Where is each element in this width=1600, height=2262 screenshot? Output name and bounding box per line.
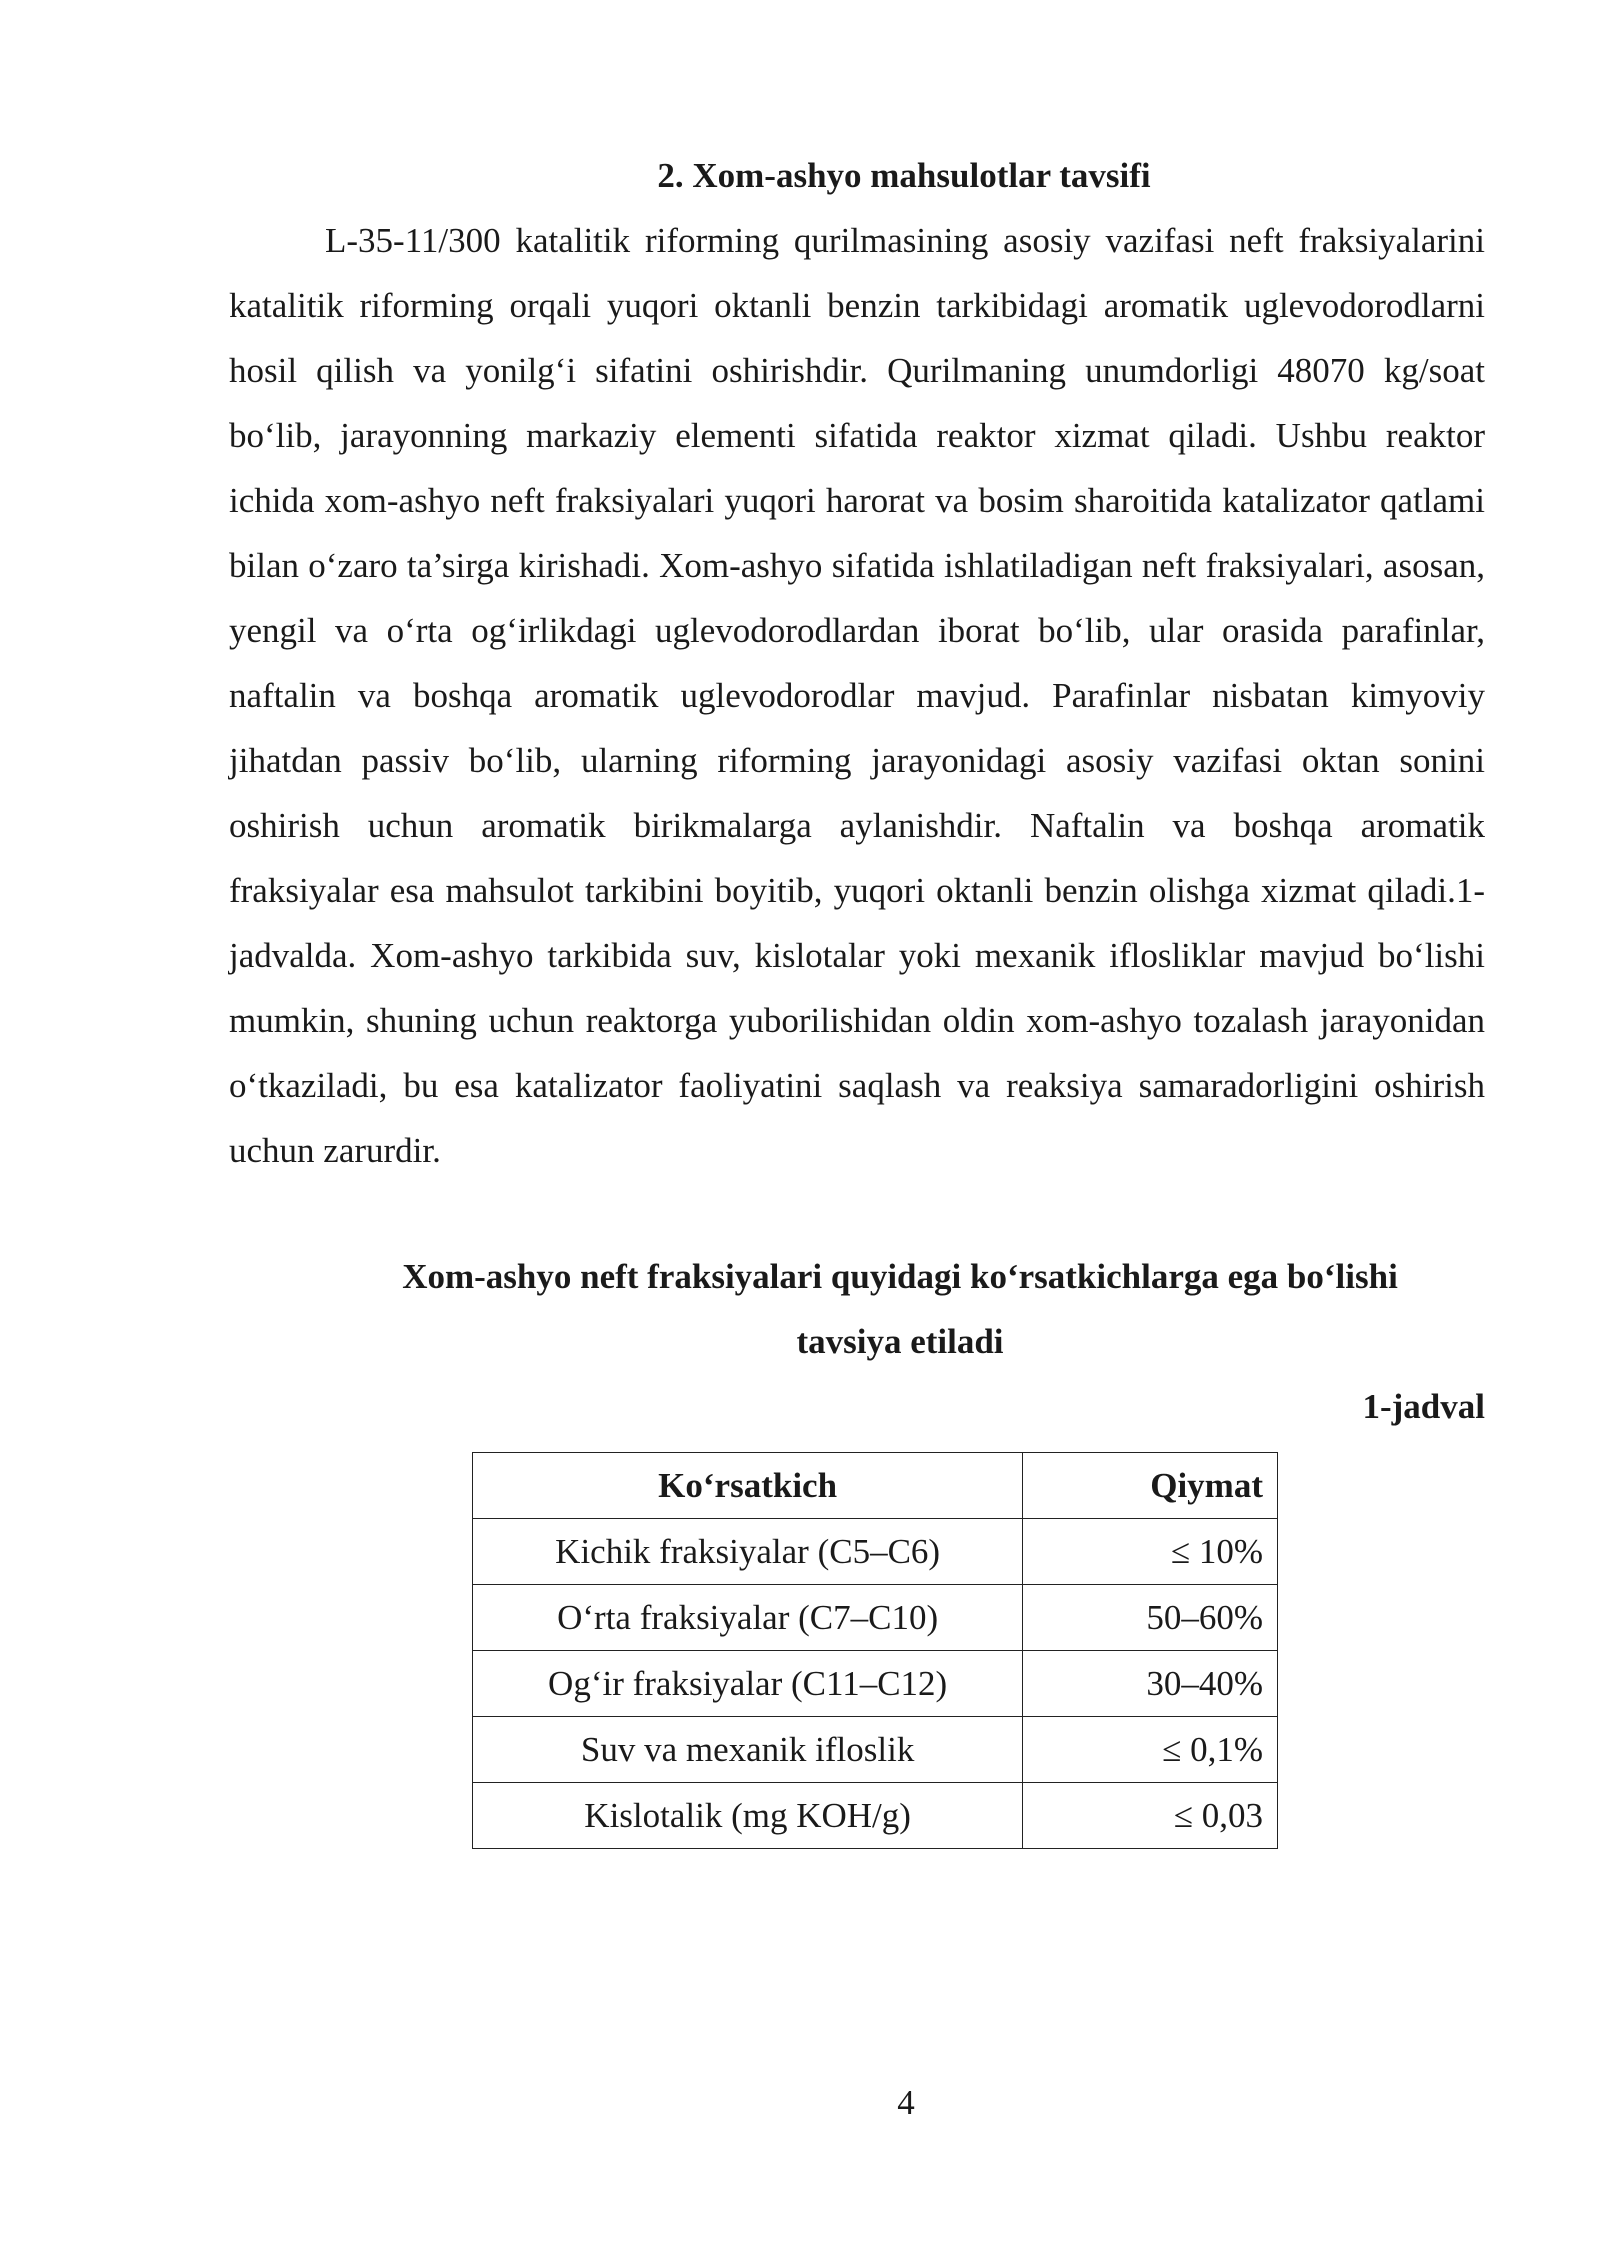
page-number-text: 4: [897, 2083, 915, 2122]
table-cell-indicator: Og‘ir fraksiyalar (C11–C12): [473, 1651, 1023, 1717]
table-cell-value: ≤ 0,1%: [1023, 1717, 1278, 1783]
section-heading-text: 2. Xom-ashyo mahsulotlar tavsifi: [657, 156, 1151, 195]
column-header-value: Qiymat: [1023, 1453, 1278, 1519]
table-cell-indicator: O‘rta fraksiyalar (C7–C10): [473, 1585, 1023, 1651]
data-table: [472, 1452, 1278, 1849]
table-row: [473, 1717, 1278, 1783]
table-cell-value: ≤ 0,03: [1023, 1783, 1278, 1849]
table-row: [473, 1651, 1278, 1717]
table-cell-indicator: Kislotalik (mg KOH/g): [473, 1783, 1023, 1849]
table-row: [473, 1519, 1278, 1585]
table-cell-indicator: Suv va mexanik ifloslik: [473, 1717, 1023, 1783]
table-cell-value: 30–40%: [1023, 1651, 1278, 1717]
body-paragraph: L-35-11/300 katalitik riforming qurilmasining asosiy vazifasi neft fraksiyalarini katalitik riforming orqali yuqori oktanli benzin tarkibidagi aromatik uglevodorodlarni hosil qilish va yonilg‘i sifatini oshirishdir. Qurilmaning unumdorligi 48070 kg/soat bo‘lib, jarayonning markaziy elementi sifatida reaktor xizmat qiladi. Ushbu reaktor ichida xom-ashyo neft fraksiyalari yuqori harorat va bosim sharoitida katalizator qatlami bilan o‘zaro ta’sirga kirishadi. Xom-ashyo sifatida ishlatiladigan neft fraksiyalari, asosan, yengil va o‘rta og‘irlikdagi uglevodorodlardan iborat bo‘lib, ular orasida parafinlar, naftalin va boshqa aromatik uglevodorodlar mavjud. Parafinlar nisbatan kimyoviy jihatdan passiv bo‘lib, ularning riforming jarayonidagi asosiy vazifasi oktan sonini oshirish uchun aromatik birikmalarga aylanishdir. Naftalin va boshqa aromatik fraksiyalar esa mahsulot tarkibini boyitib, yuqori oktanli benzin olishga xizmat qiladi.1-jadvalda. Xom-ashyo tarkibida suv, kislotalar yoki mexanik iflosliklar mavjud bo‘lishi mumkin, shuning uchun reaktorga yuborilishidan oldin xom-ashyo tozalash jarayonidan o‘tkaziladi, bu esa katalizator faoliyatini saqlash va reaksiya samaradorligini oshirish uchun zarurdir.: [229, 221, 1485, 1170]
table-cell-value: ≤ 10%: [1023, 1519, 1278, 1585]
page-number: [0, 2078, 1600, 2128]
table-label: 1-jadval: [1362, 1387, 1485, 1426]
table-cell-indicator: Kichik fraksiyalar (C5–C6): [473, 1519, 1023, 1585]
column-header-indicator: Ko‘rsatkich: [473, 1453, 1023, 1519]
table-caption: Xom-ashyo neft fraksiyalari quyidagi ko‘rsatkichlarga ega bo‘lishi tavsiya etiladi: [402, 1257, 1398, 1361]
table-row: [473, 1783, 1278, 1849]
section-heading: [0, 146, 1600, 206]
table-row: [473, 1585, 1278, 1651]
table-header-row: [473, 1453, 1278, 1519]
table-cell-value: 50–60%: [1023, 1585, 1278, 1651]
